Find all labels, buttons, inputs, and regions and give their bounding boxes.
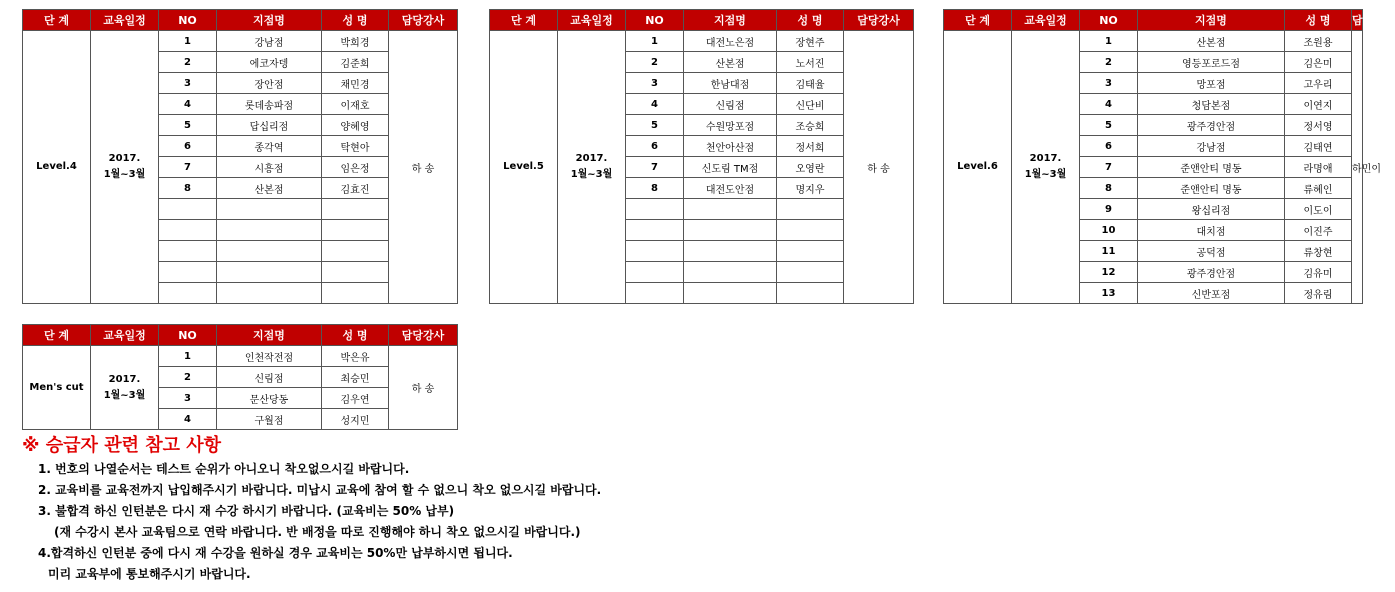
no-cell: 7 [159, 157, 217, 178]
header-name: 성 명 [777, 10, 844, 31]
note-line: 1. 번호의 나열순서는 테스트 순위가 아니오니 착오없으시길 바랍니다. [38, 462, 410, 476]
no-cell: 4 [159, 94, 217, 115]
instructor-cell: 하민이 [1352, 31, 1363, 304]
no-cell: 6 [159, 136, 217, 157]
schedule-year: 2017. [108, 153, 141, 164]
header-instructor: 담당강사 [389, 10, 458, 31]
branch-cell: 신림점 [217, 367, 322, 388]
name-cell: 최승민 [322, 367, 389, 388]
schedule-months: 1월~3월 [103, 389, 146, 401]
name-cell: 김은미 [1285, 52, 1352, 73]
name-cell: 이재호 [322, 94, 389, 115]
name-cell: 김유미 [1285, 262, 1352, 283]
note-line: (재 수강시 본사 교육팀으로 연락 바랍니다. 반 배정을 따로 진행해야 하니 착오 없으시길 바랍니다.) [54, 525, 581, 539]
no-cell [626, 283, 684, 304]
no-cell: 6 [1080, 136, 1138, 157]
branch-cell: 시흥점 [217, 157, 322, 178]
branch-cell: 준앤안티 명동 [1138, 178, 1285, 199]
header-name: 성 명 [1285, 10, 1352, 31]
name-cell [322, 283, 389, 304]
name-cell: 신단비 [777, 94, 844, 115]
no-cell: 8 [1080, 178, 1138, 199]
no-cell: 7 [626, 157, 684, 178]
name-cell: 정유림 [1285, 283, 1352, 304]
no-cell: 6 [626, 136, 684, 157]
branch-cell [684, 220, 777, 241]
branch-cell: 종각역 [217, 136, 322, 157]
no-cell [626, 262, 684, 283]
level-cell: Men's cut [23, 346, 91, 430]
header-instructor: 담당강사 [389, 325, 458, 346]
table-row [490, 31, 914, 52]
header-row [490, 10, 914, 31]
name-cell: 김우연 [322, 388, 389, 409]
schedule-year: 2017. [1029, 153, 1062, 164]
note-line: 3. 불합격 하신 인턴분은 다시 재 수강 하시기 바랍니다. (교육비는 50% 납부) [38, 504, 455, 518]
name-cell: 정서영 [1285, 115, 1352, 136]
name-cell: 류혜인 [1285, 178, 1352, 199]
name-cell: 조승희 [777, 115, 844, 136]
branch-cell: 신반포점 [1138, 283, 1285, 304]
notes-section [22, 433, 1022, 585]
schedule-table-body [23, 325, 458, 430]
name-cell: 김태연 [1285, 136, 1352, 157]
header-stage: 단 계 [944, 10, 1012, 31]
branch-cell [217, 199, 322, 220]
no-cell [626, 220, 684, 241]
branch-cell: 문산당동 [217, 388, 322, 409]
branch-cell: 신림점 [684, 94, 777, 115]
branch-cell [217, 283, 322, 304]
branch-cell: 광주경안점 [1138, 115, 1285, 136]
no-cell: 4 [626, 94, 684, 115]
no-cell: 7 [1080, 157, 1138, 178]
name-cell [322, 241, 389, 262]
header-no: NO [159, 325, 217, 346]
header-branch: 지점명 [217, 10, 322, 31]
branch-cell [684, 241, 777, 262]
instructor-cell: 하 송 [389, 346, 458, 430]
name-cell: 정서희 [777, 136, 844, 157]
name-cell: 김태율 [777, 73, 844, 94]
no-cell: 3 [626, 73, 684, 94]
schedule-table-body [490, 10, 914, 304]
no-cell: 9 [1080, 199, 1138, 220]
header-row [23, 325, 458, 346]
branch-cell: 청담본점 [1138, 94, 1285, 115]
name-cell: 이진주 [1285, 220, 1352, 241]
branch-cell: 산본점 [217, 178, 322, 199]
level-cell: Level.4 [23, 31, 91, 304]
name-cell: 조원용 [1285, 31, 1352, 52]
note-line: 2. 교육비를 교육전까지 납입해주시기 바랍니다. 미납시 교육에 참여 할 수 없으니 착오 없으시길 바랍니다. [38, 483, 602, 497]
header-no: NO [1080, 10, 1138, 31]
name-cell [777, 283, 844, 304]
schedule-cell [558, 31, 626, 304]
name-cell: 이연지 [1285, 94, 1352, 115]
name-cell: 이도이 [1285, 199, 1352, 220]
header-instructor: 담당강사 [1352, 10, 1363, 31]
branch-cell [217, 220, 322, 241]
branch-cell: 한남대점 [684, 73, 777, 94]
no-cell: 10 [1080, 220, 1138, 241]
name-cell: 양혜영 [322, 115, 389, 136]
name-cell: 임은정 [322, 157, 389, 178]
no-cell: 1 [1080, 31, 1138, 52]
schedule-cell [91, 346, 159, 430]
schedule-months: 1월~3월 [1024, 169, 1067, 180]
branch-cell [217, 241, 322, 262]
header-stage: 단 계 [23, 10, 91, 31]
level-cell: Level.6 [944, 31, 1012, 304]
schedule-table-body [944, 10, 1395, 304]
branch-cell [217, 262, 322, 283]
branch-cell: 롯데송파점 [217, 94, 322, 115]
branch-cell: 수원망포점 [684, 115, 777, 136]
branch-cell: 천안아산점 [684, 136, 777, 157]
no-cell: 8 [626, 178, 684, 199]
schedule-cell [91, 31, 159, 304]
no-cell: 3 [1080, 73, 1138, 94]
schedule-table-level5 [489, 9, 914, 304]
no-cell: 5 [1080, 115, 1138, 136]
no-cell: 4 [1080, 94, 1138, 115]
name-cell: 성지민 [322, 409, 389, 430]
schedule-year: 2017. [575, 153, 608, 164]
table-row [23, 31, 458, 52]
no-cell: 2 [159, 367, 217, 388]
no-cell: 4 [159, 409, 217, 430]
no-cell: 5 [626, 115, 684, 136]
table-row [23, 346, 458, 367]
branch-cell: 준앤안티 명동 [1138, 157, 1285, 178]
schedule-year: 2017. [108, 373, 141, 385]
no-cell [159, 241, 217, 262]
no-cell: 1 [159, 346, 217, 367]
branch-cell: 신도림 TM점 [684, 157, 777, 178]
header-instructor: 담당강사 [844, 10, 914, 31]
branch-cell: 망포점 [1138, 73, 1285, 94]
branch-cell: 대치점 [1138, 220, 1285, 241]
no-cell: 12 [1080, 262, 1138, 283]
branch-cell: 에코자뎅 [217, 52, 322, 73]
branch-cell: 답십리점 [217, 115, 322, 136]
no-cell: 11 [1080, 241, 1138, 262]
name-cell: 노서진 [777, 52, 844, 73]
instructor-cell: 하 송 [844, 31, 914, 304]
schedule-table-body [23, 10, 458, 304]
branch-cell: 광주경안점 [1138, 262, 1285, 283]
no-cell [159, 199, 217, 220]
name-cell [322, 199, 389, 220]
header-schedule: 교육일정 [1012, 10, 1080, 31]
branch-cell [684, 262, 777, 283]
header-schedule: 교육일정 [91, 325, 159, 346]
name-cell: 박은유 [322, 346, 389, 367]
branch-cell: 산본점 [1138, 31, 1285, 52]
header-no: NO [626, 10, 684, 31]
no-cell: 5 [159, 115, 217, 136]
header-branch: 지점명 [217, 325, 322, 346]
no-cell [626, 241, 684, 262]
name-cell: 김효진 [322, 178, 389, 199]
name-cell: 류창현 [1285, 241, 1352, 262]
no-cell: 2 [626, 52, 684, 73]
header-schedule: 교육일정 [558, 10, 626, 31]
branch-cell: 장안점 [217, 73, 322, 94]
header-branch: 지점명 [684, 10, 777, 31]
name-cell [322, 220, 389, 241]
header-name: 성 명 [322, 325, 389, 346]
header-stage: 단 계 [23, 325, 91, 346]
no-cell [159, 220, 217, 241]
branch-cell: 대전노은점 [684, 31, 777, 52]
header-stage: 단 계 [490, 10, 558, 31]
no-cell: 2 [159, 52, 217, 73]
no-cell: 2 [1080, 52, 1138, 73]
no-cell [159, 262, 217, 283]
note-line: 미리 교육부에 통보해주시기 바랍니다. [48, 567, 251, 581]
note-line: 4.합격하신 인턴분 중에 다시 재 수강을 원하실 경우 교육비는 50%만 납부하시면 됩니다. [38, 546, 513, 560]
header-no: NO [159, 10, 217, 31]
branch-cell: 산본점 [684, 52, 777, 73]
no-cell: 1 [626, 31, 684, 52]
name-cell [322, 262, 389, 283]
branch-cell: 공덕점 [1138, 241, 1285, 262]
header-name: 성 명 [322, 10, 389, 31]
name-cell: 채민경 [322, 73, 389, 94]
table-row [944, 31, 1363, 52]
name-cell: 오영란 [777, 157, 844, 178]
schedule-cell [1012, 31, 1080, 304]
schedule-months: 1월~3월 [103, 169, 146, 180]
name-cell [777, 220, 844, 241]
name-cell [777, 199, 844, 220]
header-row [944, 10, 1363, 31]
no-cell: 13 [1080, 283, 1138, 304]
name-cell [777, 262, 844, 283]
no-cell: 8 [159, 178, 217, 199]
name-cell [777, 241, 844, 262]
name-cell: 탁현아 [322, 136, 389, 157]
branch-cell: 왕십리점 [1138, 199, 1285, 220]
branch-cell: 영등포로드점 [1138, 52, 1285, 73]
no-cell: 1 [159, 31, 217, 52]
branch-cell: 대전도안점 [684, 178, 777, 199]
header-branch: 지점명 [1138, 10, 1285, 31]
instructor-cell: 하 송 [389, 31, 458, 304]
name-cell: 명지우 [777, 178, 844, 199]
no-cell: 3 [159, 73, 217, 94]
schedule-table-level6 [943, 9, 1395, 304]
name-cell: 고우리 [1285, 73, 1352, 94]
name-cell: 라명애 [1285, 157, 1352, 178]
name-cell: 박희경 [322, 31, 389, 52]
branch-cell: 구월점 [217, 409, 322, 430]
branch-cell: 인천작전점 [217, 346, 322, 367]
header-schedule: 교육일정 [91, 10, 159, 31]
no-cell [159, 283, 217, 304]
schedule-table-mens-cut [22, 324, 458, 430]
branch-cell: 강남점 [217, 31, 322, 52]
branch-cell: 강남점 [1138, 136, 1285, 157]
header-row [23, 10, 458, 31]
schedule-table-level4 [22, 9, 458, 304]
no-cell [626, 199, 684, 220]
no-cell: 3 [159, 388, 217, 409]
branch-cell [684, 199, 777, 220]
name-cell: 장현주 [777, 31, 844, 52]
level-cell: Level.5 [490, 31, 558, 304]
branch-cell [684, 283, 777, 304]
notes-title: ※ 승급자 관련 참고 사항 [22, 435, 222, 456]
name-cell: 김준희 [322, 52, 389, 73]
schedule-months: 1월~3월 [570, 169, 613, 180]
